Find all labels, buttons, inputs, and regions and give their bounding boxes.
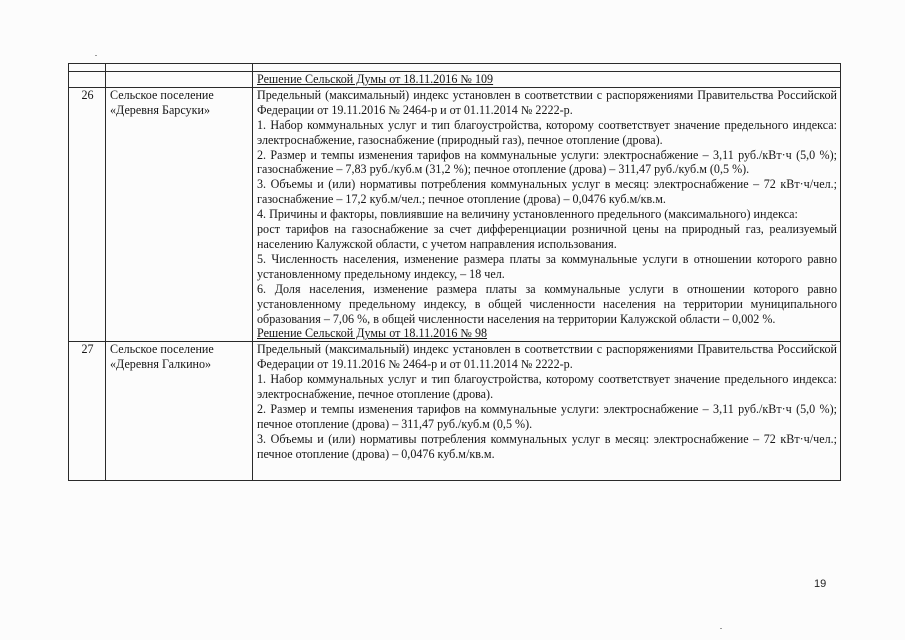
prev-decision-text: Решение Сельской Думы от 18.11.2016 № 109	[253, 72, 841, 88]
paragraph: 1. Набор коммунальных услуг и тип благоустройства, которому соответствует значение предельного индекса: электроснабжение, печное отопление (дрова).	[257, 372, 837, 402]
empty-cell	[69, 64, 106, 72]
paragraph: 3. Объемы и (или) нормативы потребления коммунальных услуг в месяц: электроснабжение – 72 кВт·ч/чел.; газоснабжение – 17,2 куб.м/чел.; печное отопление (дрова) – 0,0476 куб.м/кв.м.	[257, 177, 837, 207]
scan-speck	[720, 628, 722, 629]
settlement-title: «Деревня Галкино»	[110, 357, 212, 372]
settlement-type: Сельское поселение	[110, 87, 214, 102]
row-number: 27	[69, 342, 106, 481]
settlement-type: Сельское поселение	[110, 342, 214, 357]
paragraph: 2. Размер и темпы изменения тарифов на коммунальные услуги: электроснабжение – 3,11 руб./кВт·ч (5,0 %); печное отопление (дрова) – 311,47 руб./куб.м (0,5 %).	[257, 401, 837, 431]
scan-speck	[95, 55, 97, 56]
paragraph: 2. Размер и темпы изменения тарифов на коммунальные услуги: электроснабжение – 3,11 руб./кВт·ч (5,0 %); газоснабжение – 7,83 руб./куб.м (31,2 %); печное отопление (дрова) – 311,47 руб./куб.м (0,5 %).	[257, 147, 837, 177]
index-description-cell	[253, 342, 841, 481]
empty-cell	[253, 64, 841, 72]
index-description-cell	[253, 87, 841, 341]
paragraph: Предельный (максимальный) индекс установлен в соответствии с распоряжениями Правительства Российской Федерации от 19.11.2016 № 2464-р и от 01.11.2014 № 2222-р.	[257, 87, 837, 117]
empty-cell	[106, 72, 253, 88]
table-row-26	[69, 87, 841, 341]
settlement-name-cell	[106, 87, 253, 341]
settlement-name-cell	[106, 342, 253, 481]
paragraph: рост тарифов на газоснабжение за счет дифференциации розничной цены на природный газ, реализуемый населению Калужской области, с учетом направления использования.	[257, 222, 837, 251]
settlement-title: «Деревня Барсуки»	[110, 102, 211, 117]
paragraph: 4. Причины и факторы, повлиявшие на величину установленного предельного (максимального) индекса:	[257, 207, 798, 222]
row-number: 26	[69, 87, 106, 341]
table-row-27	[69, 342, 841, 481]
paragraph: 6. Доля населения, изменение размера платы за коммунальные услуги в отношении которого равно установленному предельному индексу, в общей численности населения на территории муниципального образования – 7,06 %, в общей численности населения на территории Калужской области – 0,002 %.	[257, 281, 837, 326]
paragraph: 1. Набор коммунальных услуг и тип благоустройства, которому соответствует значение предельного индекса: электроснабжение, газоснабжение (природный газ), печное отопление (дрова).	[257, 117, 837, 147]
empty-cell	[69, 72, 106, 88]
empty-cell	[106, 64, 253, 72]
table-row-prev-decision	[69, 72, 841, 88]
page-number: 19	[814, 578, 827, 590]
table-row-top-fragment	[69, 64, 841, 72]
paragraph: 5. Численность населения, изменение размера платы за коммунальные услуги в отношении которого равно установленному предельному индексу, – 18 чел.	[257, 251, 837, 281]
paragraph: Предельный (максимальный) индекс установлен в соответствии с распоряжениями Правительства Российской Федерации от 19.11.2016 № 2464-р и от 01.11.2014 № 2222-р.	[257, 342, 837, 372]
decision-text: Решение Сельской Думы от 18.11.2016 № 98	[257, 326, 488, 341]
tariff-index-table	[68, 63, 841, 481]
paragraph: 3. Объемы и (или) нормативы потребления коммунальных услуг в месяц: электроснабжение – 72 кВт·ч/чел.; печное отопление (дрова) – 0,0476 куб.м/кв.м.	[257, 431, 837, 461]
